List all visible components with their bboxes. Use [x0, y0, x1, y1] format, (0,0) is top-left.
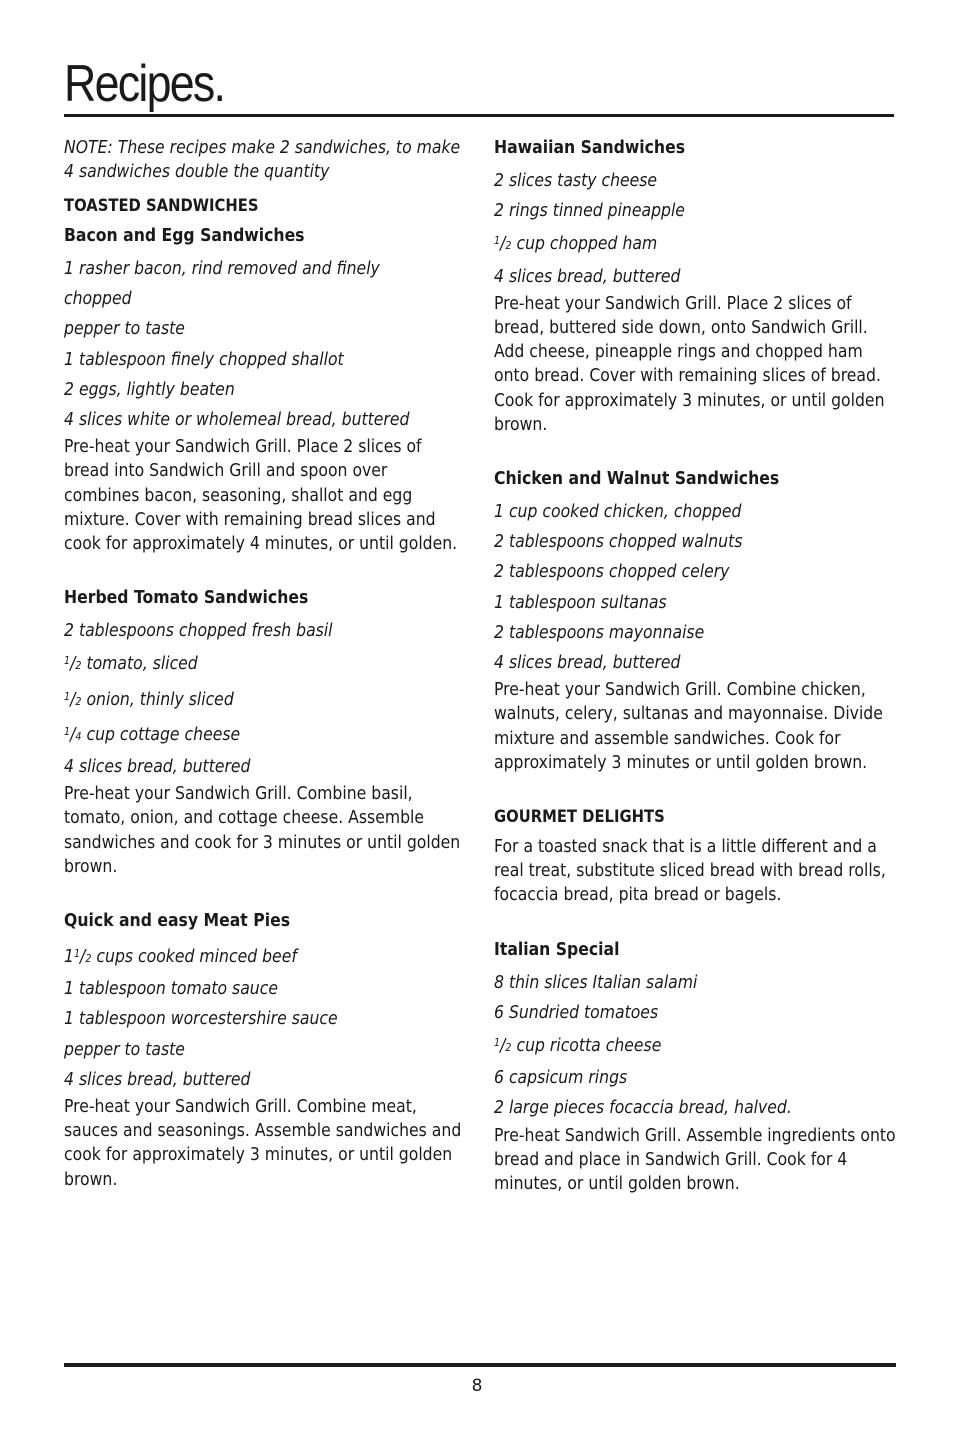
gourmet-text: For a toasted snack that is a little different and a real treat, substitute sliced bread with bread rolls, focaccia bread, pita bread or bagels. [494, 836, 886, 906]
ingredient: pepper to taste [64, 1038, 185, 1060]
ingredient: $^1$/2 onion, thinly sliced [64, 688, 234, 710]
left-column [64, 136, 466, 1192]
section-gourmet-delights: GOURMET DELIGHTS [494, 807, 665, 828]
ingredient: 4 slices bread, buttered [64, 1068, 251, 1090]
ingredient: 2 tablespoons mayonnaise [494, 621, 705, 643]
recipe-title: Herbed Tomato Sandwiches [64, 587, 309, 609]
recipe-bacon-egg [64, 224, 466, 556]
recipe-title: Hawaiian Sandwiches [494, 137, 686, 158]
recipe-method: Pre-heat your Sandwich Grill. Place 2 slices of bread, buttered side down, onto Sandwich Grill. Add cheese, pineapple rings and chopped ham onto bread. Cover with remaining slices of bread. Cook for approximately 3 minutes, or until golden brown. [494, 292, 885, 435]
ingredient: $^1$/2 cup ricotta cheese [494, 1035, 662, 1057]
ingredient: 4 slices bread, buttered [64, 756, 251, 778]
recipe-hawaiian [494, 136, 896, 437]
ingredient: chopped [64, 288, 132, 310]
recipe-method: Pre-heat your Sandwich Grill. Place 2 slices of bread into Sandwich Grill and spoon over combines bacon, seasoning, shallot and egg mixture. Cover with remaining bread slices and cook for approximately 4 minutes, or until golden. [64, 436, 458, 555]
ingredient: $^1$/2 cup chopped ham [494, 233, 658, 255]
recipe-chicken-walnut [494, 467, 896, 775]
recipe-method: Pre-heat Sandwich Grill. Assemble ingredients onto bread and place in Sandwich Grill. Cook for 4 minutes, or until golden brown. [494, 1124, 896, 1195]
ingredient: 1 cup cooked chicken, chopped [494, 501, 742, 523]
ingredient: 1 rasher bacon, rind removed and finely [64, 258, 380, 279]
ingredient: 1 tablespoon tomato sauce [64, 978, 278, 1000]
ingredient: 4 slices white or wholemeal bread, buttered [64, 409, 410, 431]
footer-rule [64, 1363, 896, 1367]
quantity-note: NOTE: These recipes make 2 sandwiches, to make 4 sandwiches double the quantity [64, 137, 461, 182]
ingredient: $1^1/2$ cups cooked minced beef [64, 946, 297, 968]
ingredient: 8 thin slices Italian salami [494, 971, 698, 993]
ingredient: 1 tablespoon sultanas [494, 591, 667, 613]
ingredient: 2 slices tasty cheese [494, 170, 658, 191]
page-number: 8 [471, 1376, 483, 1396]
section-toasted-sandwiches: TOASTED SANDWICHES [64, 196, 259, 216]
ingredient: $^1$/2 tomato, sliced [64, 653, 198, 675]
ingredient: $^1$/4 cup cottage cheese [64, 723, 241, 745]
ingredient: 2 tablespoons chopped fresh basil [64, 620, 333, 642]
ingredient: 1 tablespoon finely chopped shallot [64, 348, 344, 370]
page-title: Recipes. [64, 55, 225, 113]
recipe-method: Pre-heat your Sandwich Grill. Combine meat, sauces and seasonings. Assemble sandwiches and cook for approximately 3 minutes, or until golden brown. [64, 1096, 462, 1190]
recipe-title: Chicken and Walnut Sandwiches [494, 468, 780, 490]
right-column [494, 136, 896, 1196]
gourmet-delights [494, 805, 896, 908]
recipe-title: Quick and easy Meat Pies [64, 910, 291, 932]
recipe-title: Italian Special [494, 938, 620, 960]
ingredient: 2 eggs, lightly beaten [64, 378, 235, 400]
ingredient: 6 capsicum rings [494, 1067, 628, 1089]
ingredient: 6 Sundried tomatoes [494, 1001, 659, 1023]
title-rule [64, 114, 894, 117]
ingredient: 2 rings tinned pineapple [494, 200, 685, 222]
ingredient: 4 slices bread, buttered [494, 652, 681, 674]
ingredient: pepper to taste [64, 318, 185, 340]
ingredient: 2 tablespoons chopped walnuts [494, 531, 743, 553]
recipe-title: Bacon and Egg Sandwiches [64, 225, 305, 246]
recipe-meat-pies [64, 909, 466, 1192]
ingredient: 2 tablespoons chopped celery [494, 561, 730, 583]
ingredient: 4 slices bread, buttered [494, 265, 681, 287]
recipe-method: Pre-heat your Sandwich Grill. Combine chicken, walnuts, celery, sultanas and mayonnaise. Divide mixture and assemble sandwiches. Cook for approximately 3 minutes or until golden brown. [494, 679, 883, 773]
recipe-italian-special [494, 938, 896, 1197]
recipe-method: Pre-heat your Sandwich Grill. Combine basil, tomato, onion, and cottage cheese. Assemble sandwiches and cook for 3 minutes or until golden brown. [64, 783, 461, 877]
recipe-herbed-tomato [64, 586, 466, 879]
ingredient: 2 large pieces focaccia bread, halved. [494, 1097, 792, 1119]
ingredient: 1 tablespoon worcestershire sauce [64, 1008, 338, 1030]
